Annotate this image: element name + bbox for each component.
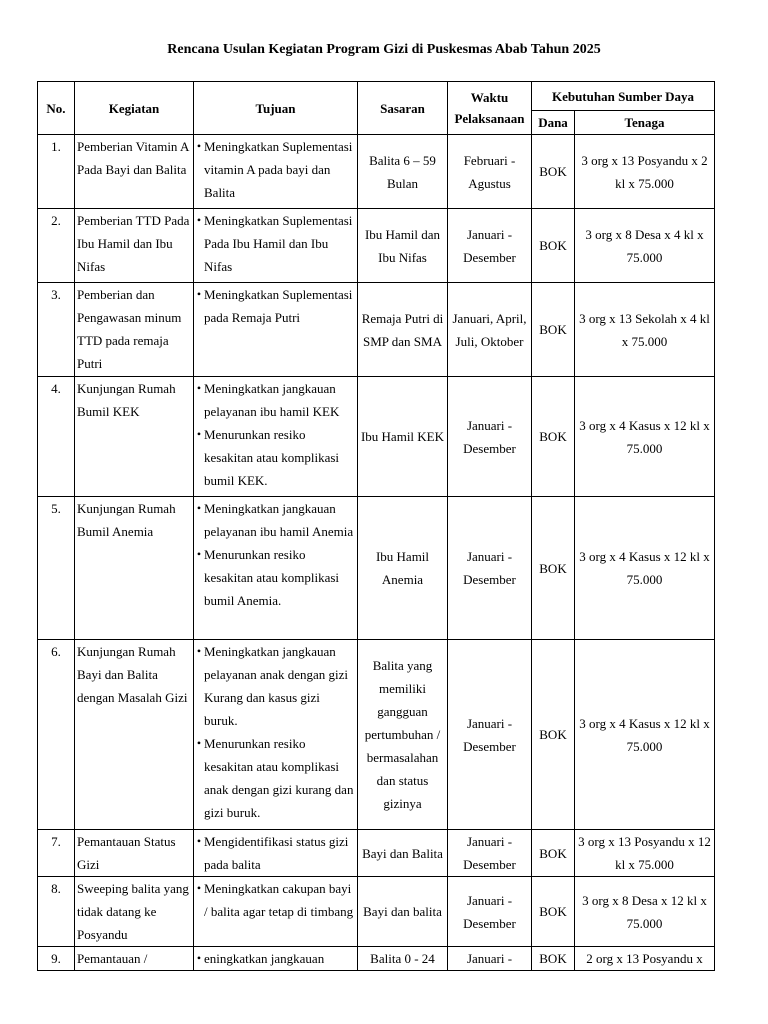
bullet-text: eningkatkan jangkauan — [204, 951, 325, 966]
cell-sasaran: Remaja Putri di SMP dan SMA — [358, 283, 448, 377]
cell-kegiatan: Kunjungan Rumah Bumil KEK — [75, 377, 194, 497]
cell-tujuan — [194, 640, 358, 830]
cell-tenaga: 2 org x 13 Posyandu x — [575, 947, 715, 971]
bullet-item — [194, 830, 355, 876]
cell-dana: BOK — [532, 640, 575, 830]
bullet-item — [194, 377, 355, 423]
col-header-kegiatan: Kegiatan — [75, 82, 194, 135]
cell-tujuan — [194, 377, 358, 497]
bullet-item — [194, 497, 355, 543]
cell-no: 7. — [38, 830, 75, 877]
cell-no: 4. — [38, 377, 75, 497]
cell-kegiatan: Pemantauan Status Gizi — [75, 830, 194, 877]
bullet-icon: • — [196, 644, 202, 658]
table-row — [38, 497, 715, 640]
table-row — [38, 877, 715, 947]
cell-sasaran: Ibu Hamil KEK — [358, 377, 448, 497]
cell-tujuan — [194, 209, 358, 283]
cell-sasaran: Ibu Hamil dan Ibu Nifas — [358, 209, 448, 283]
col-header-tenaga: Tenaga — [575, 111, 715, 135]
cell-dana: BOK — [532, 377, 575, 497]
cell-dana: BOK — [532, 283, 575, 377]
bullet-icon: • — [196, 213, 202, 227]
cell-tenaga: 3 org x 13 Posyandu x 2 kl x 75.000 — [575, 135, 715, 209]
cell-tujuan — [194, 135, 358, 209]
bullet-item — [194, 423, 355, 492]
table-row — [38, 830, 715, 877]
cell-tenaga: 3 org x 8 Desa x 12 kl x 75.000 — [575, 877, 715, 947]
cell-kegiatan: Kunjungan Rumah Bayi dan Balita dengan Masalah Gizi — [75, 640, 194, 830]
cell-tenaga: 3 org x 8 Desa x 4 kl x 75.000 — [575, 209, 715, 283]
bullet-icon: • — [196, 881, 202, 895]
cell-no: 2. — [38, 209, 75, 283]
table-row — [38, 283, 715, 377]
cell-waktu: Januari - Desember — [448, 497, 532, 640]
cell-no: 3. — [38, 283, 75, 377]
cell-no: 1. — [38, 135, 75, 209]
cell-no: 9. — [38, 947, 75, 971]
cell-kegiatan: Pemantauan / — [75, 947, 194, 971]
cell-no: 8. — [38, 877, 75, 947]
bullet-item — [194, 209, 355, 278]
bullet-text: Meningkatkan cakupan bayi / balita agar tetap di timbang — [204, 881, 354, 919]
bullet-text: Meningkatkan jangkauan pelayanan ibu hamil KEK — [204, 381, 340, 419]
bullet-item — [194, 640, 355, 732]
bullet-icon: • — [196, 501, 202, 515]
cell-dana: BOK — [532, 830, 575, 877]
bullet-text: Mengidentifikasi status gizi pada balita — [204, 834, 349, 872]
cell-waktu: Januari - — [448, 947, 532, 971]
activity-table — [37, 81, 715, 971]
cell-waktu: Januari - Desember — [448, 377, 532, 497]
cell-waktu: Januari, April, Juli, Oktober — [448, 283, 532, 377]
cell-sasaran: Bayi dan Balita — [358, 830, 448, 877]
cell-kegiatan: Sweeping balita yang tidak datang ke Posyandu — [75, 877, 194, 947]
cell-dana: BOK — [532, 497, 575, 640]
bullet-icon: • — [196, 287, 202, 301]
bullet-item — [194, 732, 355, 824]
cell-tenaga: 3 org x 13 Sekolah x 4 kl x 75.000 — [575, 283, 715, 377]
bullet-text: Menurunkan resiko kesakitan atau komplikasi bumil Anemia. — [204, 547, 340, 608]
cell-kegiatan: Kunjungan Rumah Bumil Anemia — [75, 497, 194, 640]
bullet-icon: • — [196, 547, 202, 561]
cell-tenaga: 3 org x 4 Kasus x 12 kl x 75.000 — [575, 640, 715, 830]
cell-sasaran: Balita 0 - 24 — [358, 947, 448, 971]
cell-waktu: Januari - Desember — [448, 877, 532, 947]
cell-waktu: Januari - Desember — [448, 209, 532, 283]
cell-tenaga: 3 org x 4 Kasus x 12 kl x 75.000 — [575, 497, 715, 640]
bullet-text: Meningkatkan Suplementasi Pada Ibu Hamil dan Ibu Nifas — [204, 213, 353, 274]
bullet-item — [194, 877, 355, 923]
col-header-sasaran: Sasaran — [358, 82, 448, 135]
col-header-no: No. — [38, 82, 75, 135]
cell-waktu: Januari - Desember — [448, 640, 532, 830]
table-row — [38, 377, 715, 497]
table-row — [38, 947, 715, 971]
table-body — [38, 135, 715, 971]
col-header-kebutuhan: Kebutuhan Sumber Daya — [532, 82, 715, 111]
bullet-item — [194, 543, 355, 612]
bullet-item — [194, 947, 355, 970]
col-header-waktu: Waktu Pelaksanaan — [448, 82, 532, 135]
bullet-text: Meningkatkan Suplementasi vitamin A pada bayi dan Balita — [204, 139, 353, 200]
cell-dana: BOK — [532, 209, 575, 283]
cell-sasaran: Balita yang memiliki gangguan pertumbuhan / bermasalahan dan status gizinya — [358, 640, 448, 830]
cell-sasaran: Ibu Hamil Anemia — [358, 497, 448, 640]
table-row — [38, 209, 715, 283]
cell-kegiatan: Pemberian Vitamin A Pada Bayi dan Balita — [75, 135, 194, 209]
cell-sasaran: Balita 6 – 59 Bulan — [358, 135, 448, 209]
cell-dana: BOK — [532, 135, 575, 209]
cell-tujuan — [194, 947, 358, 971]
bullet-text: Meningkatkan jangkauan pelayanan anak dengan gizi Kurang dan kasus gizi buruk. — [204, 644, 349, 728]
document-title: Rencana Usulan Kegiatan Program Gizi di Puskesmas Abab Tahun 2025 — [167, 42, 601, 57]
cell-no: 6. — [38, 640, 75, 830]
bullet-item — [194, 135, 355, 204]
bullet-icon: • — [196, 951, 202, 965]
table-row — [38, 135, 715, 209]
cell-dana: BOK — [532, 947, 575, 971]
bullet-icon: • — [196, 139, 202, 153]
cell-tujuan — [194, 877, 358, 947]
bullet-icon: • — [196, 381, 202, 395]
cell-kegiatan: Pemberian TTD Pada Ibu Hamil dan Ibu Nifas — [75, 209, 194, 283]
cell-kegiatan: Pemberian dan Pengawasan minum TTD pada remaja Putri — [75, 283, 194, 377]
bullet-text: Menurunkan resiko kesakitan atau komplikasi anak dengan gizi kurang dan gizi buruk. — [204, 736, 354, 820]
bullet-icon: • — [196, 427, 202, 441]
bullet-text: Meningkatkan Suplementasi pada Remaja Putri — [204, 287, 353, 325]
col-header-tujuan: Tujuan — [194, 82, 358, 135]
col-header-dana: Dana — [532, 111, 575, 135]
bullet-item — [194, 283, 355, 329]
header-row — [38, 82, 715, 111]
cell-waktu: Januari - Desember — [448, 830, 532, 877]
cell-waktu: Februari - Agustus — [448, 135, 532, 209]
cell-tujuan — [194, 830, 358, 877]
bullet-text: Menurunkan resiko kesakitan atau komplikasi bumil KEK. — [204, 427, 340, 488]
cell-tenaga: 3 org x 4 Kasus x 12 kl x 75.000 — [575, 377, 715, 497]
cell-tujuan — [194, 283, 358, 377]
cell-dana: BOK — [532, 877, 575, 947]
bullet-text: Meningkatkan jangkauan pelayanan ibu hamil Anemia — [204, 501, 354, 539]
bullet-icon: • — [196, 834, 202, 848]
table-row — [38, 640, 715, 830]
cell-tenaga: 3 org x 13 Posyandu x 12 kl x 75.000 — [575, 830, 715, 877]
cell-sasaran: Bayi dan balita — [358, 877, 448, 947]
cell-tujuan — [194, 497, 358, 640]
cell-no: 5. — [38, 497, 75, 640]
bullet-icon: • — [196, 736, 202, 750]
